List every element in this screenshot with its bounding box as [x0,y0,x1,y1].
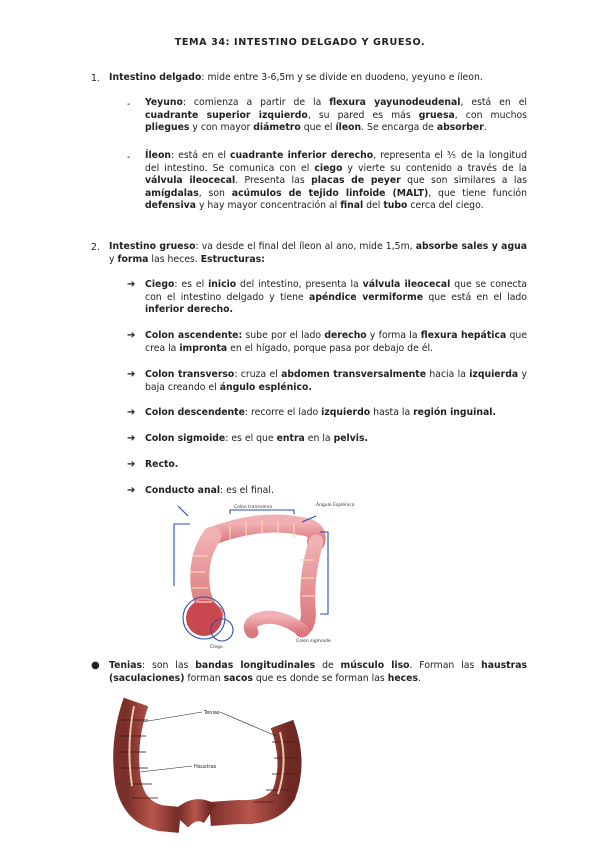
label-ciego: Ciego [210,645,223,650]
item-2-t6: Estructuras: [200,253,265,265]
arrow-icon: ➔ [127,433,136,444]
arrow-icon: ➔ [127,330,136,341]
ileon-t4: , representa el ⅗ de la longitud del intestino. Se comunica con el [145,150,527,174]
desc-t2: : recorre el lado [244,407,322,418]
yeyuno-t12: que el [300,122,336,134]
item-2-t4: forma [117,253,149,265]
trans-t4: hacia la [426,369,470,380]
ileon-t5: ciego [314,162,343,174]
asc-t8: en el hígado, porque pasa por debajo de él. [227,342,433,354]
recto-paragraph [145,459,527,472]
transverso-paragraph [145,369,527,394]
ciego-t9: inferior derecho. [145,304,234,316]
yeyuno-t16: . [483,122,487,134]
colon-segment-bottom [180,810,210,820]
yeyuno-t14: . Se encarga de [361,122,437,134]
arrow-icon: ➔ [127,459,136,470]
item-2-number: 2. [91,242,100,253]
item-2-t3: y [109,253,118,265]
ileon-t20: cerca del ciego. [407,200,484,212]
transverse-bracket [230,510,294,514]
ileon-t6: y vierte su contenido a través de la [342,162,527,174]
trans-t2: : cruza el [234,369,282,380]
asc-t6: que crea la [145,330,527,354]
anal-head: Conducto anal [145,485,221,496]
sigmoid-colon [250,617,302,632]
ileon-t16: y hay mayor concentración al [195,200,341,212]
ciego-t2: : es el [174,279,209,290]
ileon-t3: cuadrante inferior derecho [230,150,374,161]
ileon-t18: del [363,200,384,212]
bullet-icon: ● [91,660,100,671]
asc-head: Colon ascendente: [145,330,243,341]
ileon-t11: amígdalas [145,187,199,199]
item-2-head: Intestino grueso [109,241,196,252]
haustras-callout [140,766,192,772]
asc-t7: impronta [179,342,228,354]
ciego-paragraph [145,279,527,317]
yeyuno-t11: diámetro [253,122,301,134]
item-1-number: 1. [91,73,100,84]
item-2-paragraph [109,241,527,266]
desc-head: Colon descendente [145,407,245,418]
ileon-t9: placas de peyer [311,175,401,187]
yeyuno-t5: cuadrante superior izquierdo [145,109,308,121]
tenias-t4: de [315,660,341,671]
tenias-paragraph [109,660,527,685]
sigm-t3: entra [276,433,305,444]
trans-t7: ángulo esplénico. [219,381,312,393]
tenias-t8: forman [184,672,224,684]
yeyuno-head: Yeyuno [145,97,183,108]
item-2-t2: absorbe sales y agua [415,241,527,252]
ileon-t7: válvula ileocecal [145,175,236,187]
sigm-head: Colon sigmoide [145,433,226,444]
label-haustras: Haustras [194,764,217,770]
ileon-paragraph [145,150,527,213]
descending-colon [302,542,316,630]
label-transverso: Colon transverso [234,505,273,510]
ileon-t8: . Presenta las [235,175,312,187]
tenias-t10: que es donde se forman las [252,672,388,684]
label-sigmoide: Colon sigmoide [296,639,331,644]
asc-t2: sube por el lado [242,330,325,341]
arrow-icon: ➔ [127,369,136,380]
desc-t5: región inguinal. [413,407,496,418]
descendente-paragraph [145,407,527,420]
ileon-t12: , son [198,187,232,199]
yeyuno-t8: , con muchos [454,109,528,121]
ciego-t8: que está en el lado [423,291,527,303]
trans-head: Colon transverso [145,369,235,380]
ciego-head: Ciego [145,279,175,290]
tenias-t11: heces [387,672,418,684]
ileon-t19: tubo [383,200,408,212]
ileon-t2: : está en el [170,150,231,161]
ileon-t17: final [340,200,364,212]
tenias-t6: . Forman las [409,660,482,671]
item-1-body: : mide entre 3-6,5m y se divide en duodeno, yeyuno e íleon. [201,72,483,83]
item-1-head: Intestino delgado [109,72,202,83]
pointer-line [178,506,188,516]
asc-t3: derecho [324,330,367,341]
arrow-icon: ➔ [127,279,136,290]
arrow-icon: ➔ [127,407,136,418]
arrow-icon: ➔ [127,485,136,496]
tenias-head: Tenias [109,660,143,671]
yeyuno-t7: gruesa [418,109,455,121]
ileon-head: Íleon [145,150,171,161]
asc-t4: y forma la [366,330,421,341]
yeyuno-dash: - [127,99,131,110]
sigm-t2: : es el que [225,433,277,444]
asc-t5: flexura hepática [420,330,507,341]
ascending-bracket [174,524,190,586]
trans-t6: y baja creando el [145,369,527,393]
ileon-t10: que son similares a las [400,175,528,187]
ileon-t15: defensiva [145,200,196,212]
yeyuno-t3: flexura yayunodeudenal [329,97,461,108]
tenias-t3: bandas longitudinales [195,660,316,671]
item-1-text [109,72,529,85]
label-flexura: Ángulo Esplénico [316,503,355,508]
trans-t3: abdomen transversalmente [281,369,427,380]
tenias-t7: haustras (saculaciones) [109,660,528,684]
ciego-t4: del intestino, presenta la [236,279,363,290]
yeyuno-paragraph [145,97,527,135]
yeyuno-t13: íleon [335,122,362,134]
tenias-t2: : son las [142,660,196,671]
yeyuno-t9: pliegues [145,122,190,134]
tenias-t12: . [417,672,421,684]
recto-head: Recto. [145,459,179,470]
yeyuno-t10: y con mayor [189,122,254,134]
cecum [186,600,222,636]
sigmoide-paragraph [145,433,527,446]
colon-segment-right [210,724,290,814]
desc-t3: izquierdo [321,407,371,418]
page-title: TEMA 34: INTESTINO DELGADO Y GRUESO. [174,37,426,48]
tenias-figure [120,702,300,820]
haustra-folds [120,720,298,802]
label-tenias: Tenias [204,710,220,716]
ileon-dash: - [127,152,131,163]
ciego-t3: inicio [208,279,237,290]
tenias-t9: sacos [223,672,253,684]
ciego-t5: válvula ileocecal [362,279,451,290]
trans-t5: izquierda [469,369,519,380]
ciego-t6: que se conecta con el intestino delgado y tiene [145,279,527,303]
yeyuno-t6: , su pared es más [307,109,419,121]
sigm-t5: pelvis. [333,433,369,444]
ileon-t14: , que tiene función [428,187,527,199]
ileon-t13: acúmulos de tejido linfoide (MALT) [231,187,429,199]
transverse-colon [212,524,317,542]
desc-t4: hasta la [370,407,414,418]
yeyuno-t2: : comienza a partir de la [182,97,330,108]
large-intestine-figure [170,496,355,652]
item-2-t1: : va desde el final del íleon al ano, mide 1,5m, [195,241,416,252]
anal-t2: : es el final. [220,485,274,496]
item-2-t5: las heces. [148,253,201,265]
ascendente-paragraph [145,330,527,355]
ciego-t7: apéndice vermiforme [309,291,424,303]
yeyuno-t4: , está en el [460,97,528,108]
yeyuno-t15: absorber [436,122,484,134]
tenias-t5: músculo liso [340,660,410,671]
sigm-t4: en la [304,433,334,444]
